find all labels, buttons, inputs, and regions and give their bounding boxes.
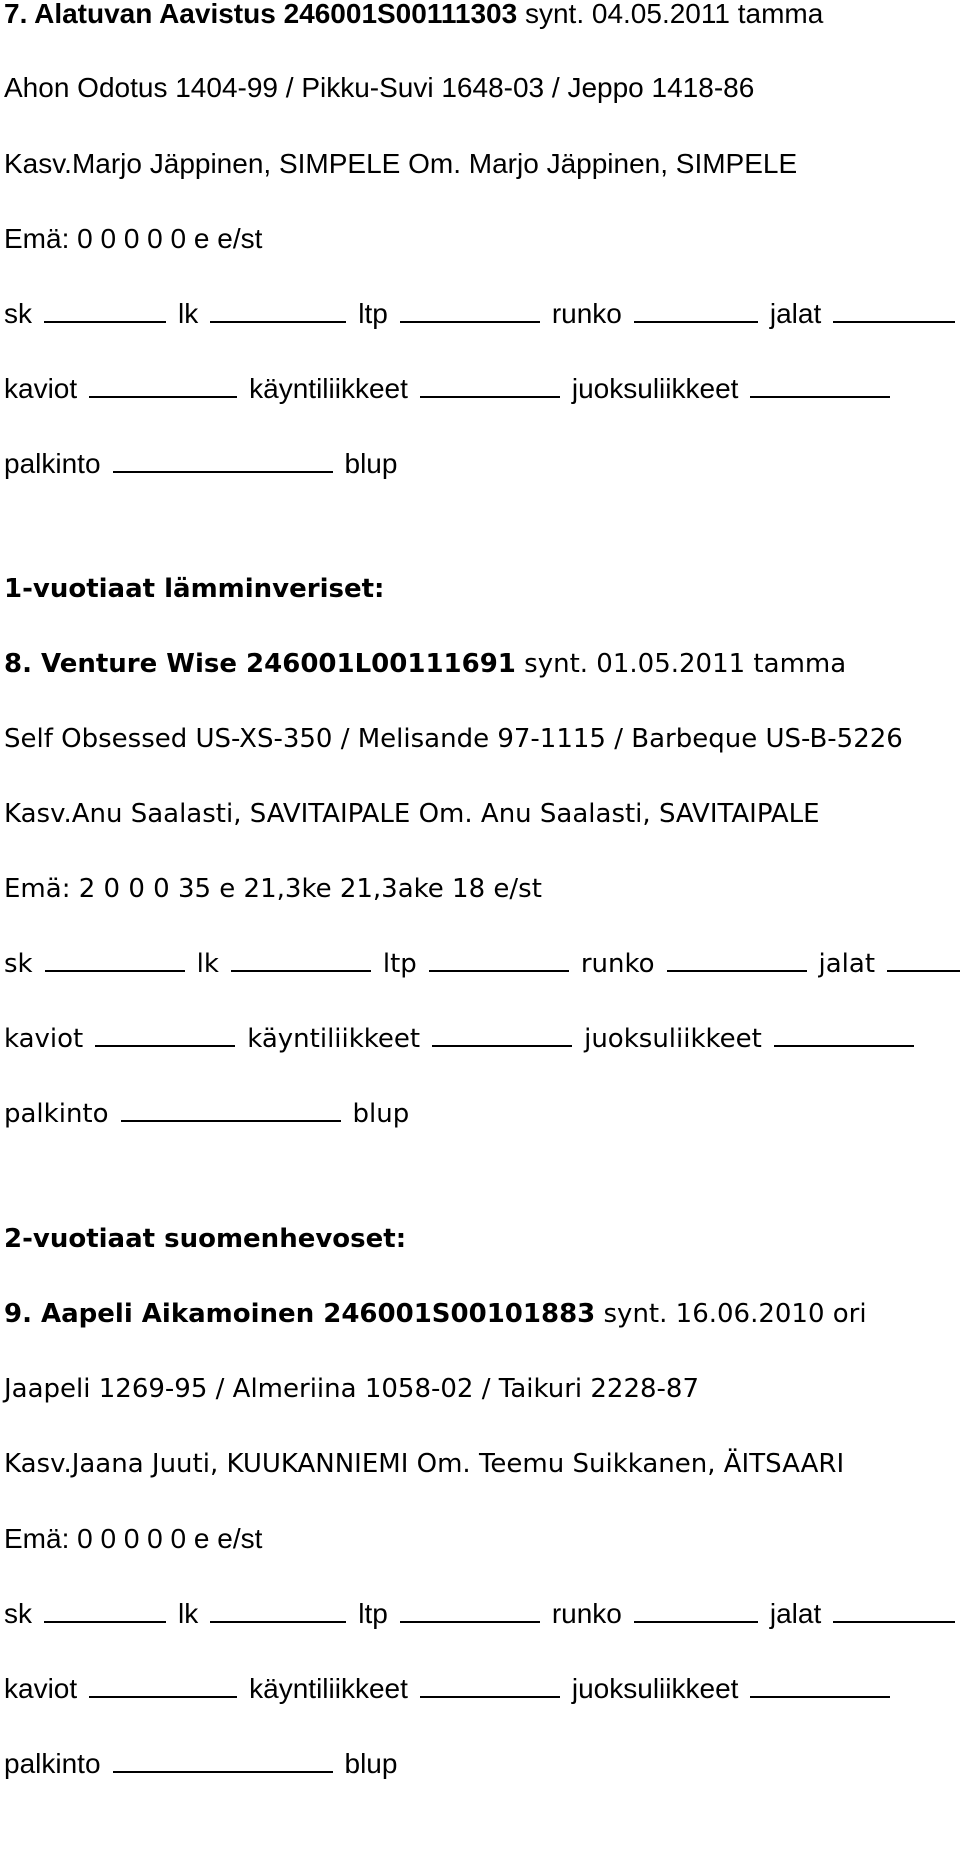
category-2-heading: 2-vuotiaat suomenhevoset: — [4, 1224, 407, 1254]
lk-blank — [231, 948, 371, 972]
sk-blank — [44, 299, 166, 323]
sk-label: sk — [4, 298, 32, 329]
blup-label: blup — [344, 1748, 398, 1779]
runko-label: runko — [580, 949, 655, 979]
lk-label: lk — [178, 298, 199, 329]
runko-blank — [667, 948, 807, 972]
horse-7-form-row-3 — [4, 446, 397, 482]
jalat-label: jalat — [769, 298, 822, 329]
kaviot-blank — [89, 1674, 237, 1698]
horse-7-dam: Emä: 0 0 0 0 0 e e/st — [4, 223, 263, 254]
horse-9-dam: Emä: 0 0 0 0 0 e e/st — [4, 1523, 263, 1554]
juoksu-label: juoksuliikkeet — [571, 1673, 739, 1704]
kaynti-blank — [432, 1023, 572, 1047]
runko-label: runko — [551, 1598, 622, 1629]
ltp-label: ltp — [358, 1598, 388, 1629]
horse-8-dam: Emä: 2 0 0 0 35 e 21,3ke 21,3ake 18 e/st — [4, 874, 542, 904]
horse-9-name: 9. Aapeli Aikamoinen 246001S00101883 — [4, 1299, 596, 1329]
horse-9-form-row-1 — [4, 1596, 960, 1632]
horse-8-form-row-1 — [4, 946, 960, 982]
lk-blank — [210, 299, 346, 323]
horse-7-breeder-owner: Kasv.Marjo Jäppinen, SIMPELE Om. Marjo Jäppinen, SIMPELE — [4, 148, 798, 179]
juoksu-label: juoksuliikkeet — [584, 1024, 762, 1054]
jalat-label: jalat — [769, 1598, 822, 1629]
lk-label: lk — [178, 1598, 199, 1629]
blup-label: blup — [344, 448, 398, 479]
horse-7-birth: synt. 04.05.2011 tamma — [517, 0, 824, 29]
kaviot-label: kaviot — [4, 1673, 78, 1704]
kaviot-label: kaviot — [4, 373, 78, 404]
palkinto-label: palkinto — [4, 1748, 101, 1779]
juoksu-blank — [750, 374, 890, 398]
juoksu-blank — [750, 1674, 890, 1698]
palkinto-blank — [113, 1749, 333, 1773]
ltp-blank — [400, 299, 540, 323]
horse-8-form-row-3 — [4, 1096, 409, 1132]
sk-blank — [44, 1599, 166, 1623]
kaviot-label: kaviot — [4, 1024, 84, 1054]
jalat-blank — [833, 1599, 955, 1623]
kaynti-label: käyntiliikkeet — [247, 1024, 421, 1054]
blup-label: blup — [352, 1099, 410, 1129]
lk-blank — [210, 1599, 346, 1623]
horse-7-form-row-2 — [4, 371, 902, 407]
kaynti-blank — [420, 374, 560, 398]
horse-9-heading — [4, 1296, 867, 1332]
horse-9-form-row-2 — [4, 1671, 902, 1707]
kaynti-blank — [420, 1674, 560, 1698]
jalat-label: jalat — [818, 949, 876, 979]
horse-8-pedigree: Self Obsessed US-XS-350 / Melisande 97-1115 / Barbeque US-B-5226 — [4, 724, 903, 754]
kaynti-label: käyntiliikkeet — [249, 1673, 408, 1704]
ltp-label: ltp — [358, 298, 388, 329]
category-1-heading: 1-vuotiaat lämminveriset: — [4, 574, 385, 604]
horse-7-form-row-1 — [4, 296, 960, 332]
horse-7-name: 7. Alatuvan Aavistus 246001S00111303 — [4, 0, 518, 29]
horse-8-birth: synt. 01.05.2011 tamma — [515, 649, 847, 679]
horse-8-name: 8. Venture Wise 246001L00111691 — [4, 649, 516, 679]
palkinto-blank — [121, 1098, 341, 1122]
horse-8-form-row-2 — [4, 1021, 926, 1057]
ltp-blank — [400, 1599, 540, 1623]
juoksu-label: juoksuliikkeet — [571, 373, 739, 404]
jalat-blank — [833, 299, 955, 323]
kaynti-label: käyntiliikkeet — [249, 373, 408, 404]
horse-8-breeder-owner: Kasv.Anu Saalasti, SAVITAIPALE Om. Anu Saalasti, SAVITAIPALE — [4, 799, 820, 829]
palkinto-label: palkinto — [4, 1099, 109, 1129]
palkinto-blank — [113, 449, 333, 473]
horse-9-breeder-owner: Kasv.Jaana Juuti, KUUKANNIEMI Om. Teemu Suikkanen, ÄITSAARI — [4, 1449, 845, 1479]
kaviot-blank — [89, 374, 237, 398]
ltp-label: ltp — [382, 949, 417, 979]
palkinto-label: palkinto — [4, 448, 101, 479]
runko-label: runko — [551, 298, 622, 329]
ltp-blank — [429, 948, 569, 972]
sk-label: sk — [4, 949, 33, 979]
horse-9-pedigree: Jaapeli 1269-95 / Almeriina 1058-02 / Taikuri 2228-87 — [4, 1374, 700, 1404]
runko-blank — [634, 1599, 758, 1623]
juoksu-blank — [774, 1023, 914, 1047]
sk-blank — [45, 948, 185, 972]
sk-label: sk — [4, 1598, 32, 1629]
horse-9-birth: synt. 16.06.2010 ori — [595, 1299, 867, 1329]
lk-label: lk — [196, 949, 219, 979]
jalat-blank — [887, 948, 960, 972]
horse-7-heading — [4, 0, 823, 32]
horse-9-form-row-3 — [4, 1746, 397, 1782]
horse-8-heading — [4, 646, 846, 682]
runko-blank — [634, 299, 758, 323]
horse-7-pedigree: Ahon Odotus 1404-99 / Pikku-Suvi 1648-03 / Jeppo 1418-86 — [4, 72, 755, 103]
kaviot-blank — [95, 1023, 235, 1047]
